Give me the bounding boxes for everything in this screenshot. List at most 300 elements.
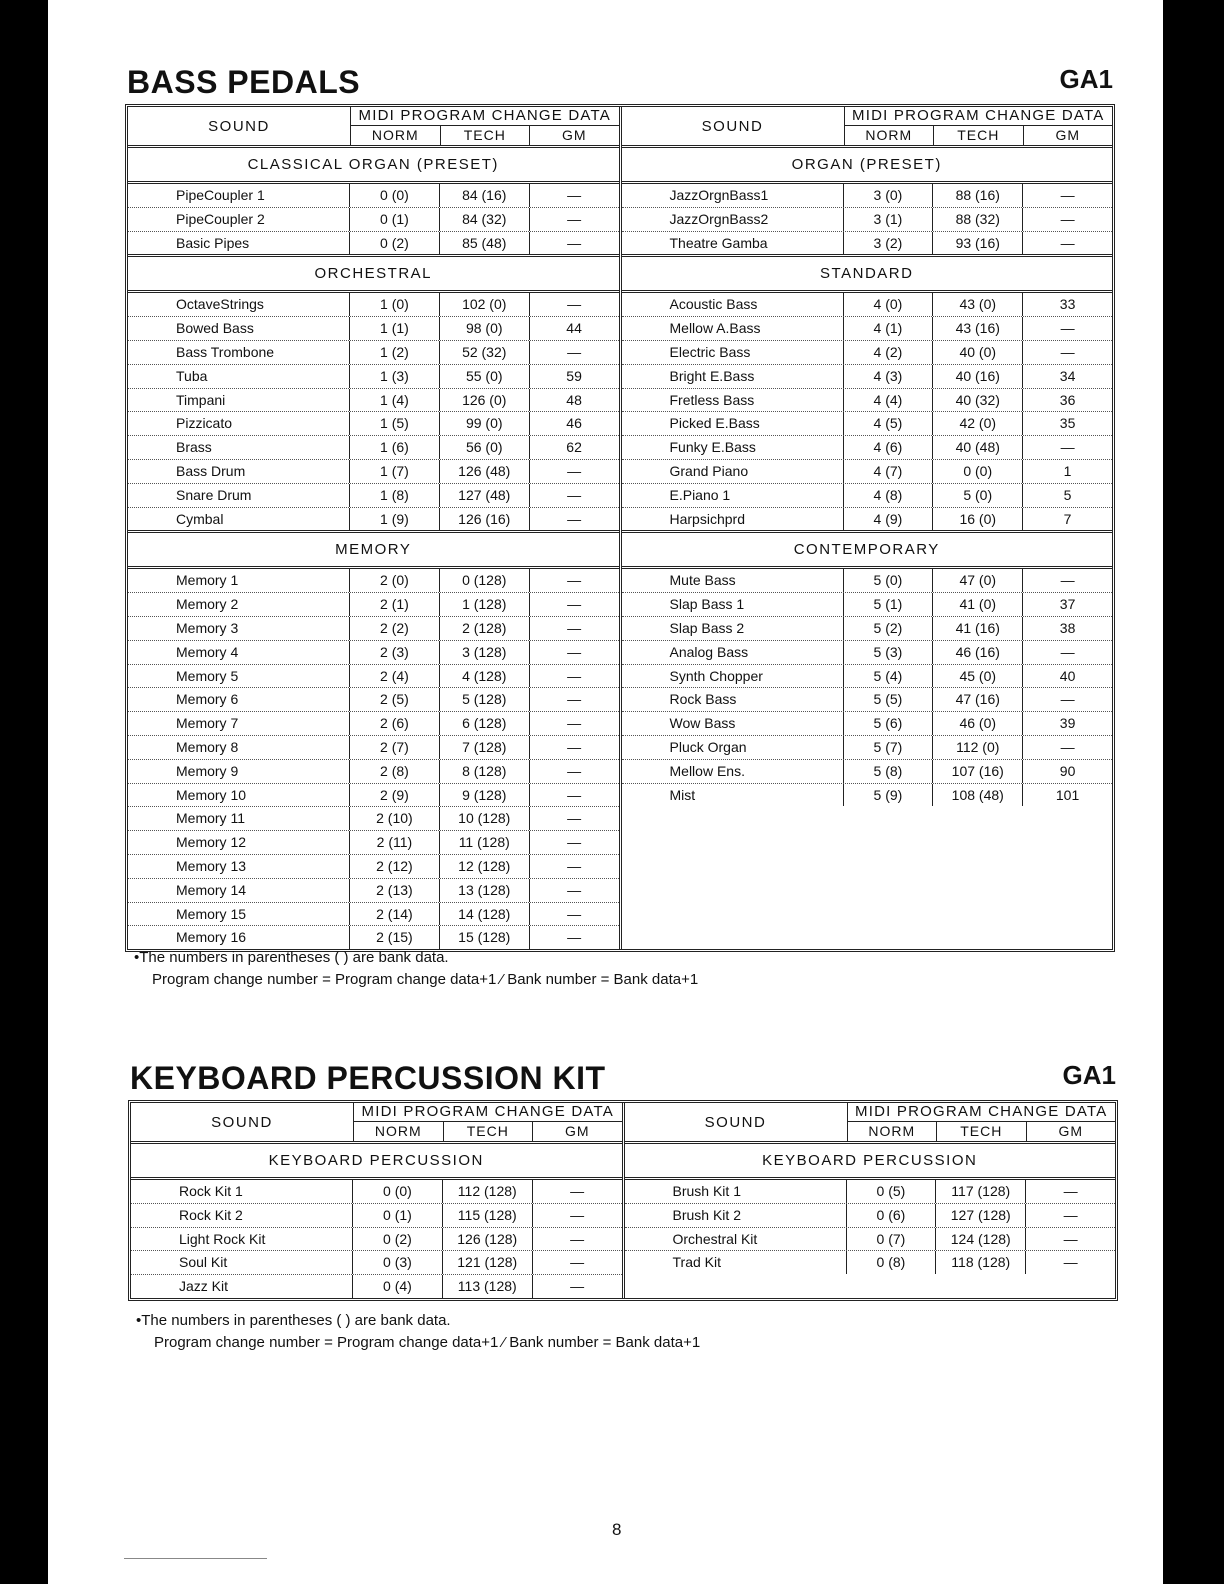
gm-cell: — bbox=[567, 762, 582, 779]
tech-cell: 85 (48) bbox=[440, 232, 530, 255]
gm-cell: 90 bbox=[1059, 762, 1076, 779]
page-number: 8 bbox=[612, 1520, 622, 1539]
norm-cell: 1 (0) bbox=[350, 293, 440, 316]
table-row bbox=[131, 1251, 622, 1275]
gm-cell: 46 bbox=[566, 415, 582, 432]
table-row bbox=[622, 232, 1113, 255]
table-row bbox=[622, 365, 1113, 389]
category-rows bbox=[128, 569, 619, 949]
norm-cell: 5 (5) bbox=[844, 688, 934, 711]
gm-cell: — bbox=[567, 572, 582, 589]
category-rows bbox=[128, 184, 619, 254]
gm-cell: — bbox=[570, 1278, 585, 1295]
norm-cell: 4 (5) bbox=[844, 412, 934, 435]
norm-cell: 4 (7) bbox=[844, 460, 934, 483]
gm-cell: 38 bbox=[1059, 619, 1076, 636]
table-row bbox=[128, 184, 619, 208]
tech-cell: 102 (0) bbox=[440, 293, 530, 316]
table-row bbox=[128, 760, 619, 784]
category-header: KEYBOARD PERCUSSION bbox=[625, 1144, 1116, 1180]
kit-table bbox=[128, 1100, 1118, 1301]
sound-name-cell: Light Rock Kit bbox=[131, 1228, 353, 1251]
norm-cell: 0 (6) bbox=[847, 1204, 937, 1227]
category-rows bbox=[622, 293, 1113, 530]
gm-cell: — bbox=[567, 210, 582, 227]
sound-name-cell: Bass Trombone bbox=[128, 341, 350, 364]
table-row bbox=[128, 412, 619, 436]
gm-cell: — bbox=[567, 881, 582, 898]
tech-cell: 47 (16) bbox=[933, 688, 1023, 711]
category-header: CONTEMPORARY bbox=[622, 530, 1113, 569]
tech-cell: 124 (128) bbox=[936, 1228, 1026, 1251]
tech-column-header: TECH bbox=[440, 126, 530, 145]
gm-cell: 44 bbox=[566, 320, 582, 337]
tech-cell: 41 (0) bbox=[933, 593, 1023, 616]
gm-cell: — bbox=[1060, 210, 1075, 227]
table-row bbox=[128, 807, 619, 831]
gm-cell: — bbox=[1060, 572, 1075, 589]
tech-cell: 8 (128) bbox=[440, 760, 530, 783]
gm-cell: 34 bbox=[1059, 367, 1076, 384]
sound-name-cell: Rock Kit 2 bbox=[131, 1204, 353, 1227]
gm-cell: — bbox=[567, 462, 582, 479]
gm-cell: — bbox=[567, 643, 582, 660]
sound-name-cell: Memory 12 bbox=[128, 831, 350, 854]
bass-note bbox=[134, 947, 698, 991]
gm-cell: — bbox=[567, 857, 582, 874]
sound-name-cell: Trad Kit bbox=[625, 1251, 847, 1274]
category-rows bbox=[128, 293, 619, 530]
gm-cell: — bbox=[1063, 1254, 1078, 1271]
sound-name-cell: Brass bbox=[128, 436, 350, 459]
table-row bbox=[622, 317, 1113, 341]
table-header bbox=[625, 1103, 1116, 1144]
table-row bbox=[622, 208, 1113, 232]
bottom-rule bbox=[124, 1558, 267, 1559]
norm-cell: 1 (8) bbox=[350, 484, 440, 507]
tech-cell: 4 (128) bbox=[440, 665, 530, 688]
sound-name-cell: Brush Kit 1 bbox=[625, 1180, 847, 1203]
norm-column-header: NORM bbox=[371, 127, 419, 143]
bass-pedals-title: BASS PEDALS bbox=[127, 64, 361, 100]
sound-name-cell: Pluck Organ bbox=[622, 736, 844, 759]
table-row bbox=[622, 436, 1113, 460]
table-row bbox=[128, 293, 619, 317]
category-header: MEMORY bbox=[128, 530, 619, 569]
table-row bbox=[622, 389, 1113, 413]
gm-cell: 36 bbox=[1059, 391, 1076, 408]
category-header: STANDARD bbox=[622, 254, 1113, 293]
norm-cell: 4 (6) bbox=[844, 436, 934, 459]
tech-cell: 113 (128) bbox=[443, 1275, 533, 1298]
table-row bbox=[622, 665, 1113, 689]
table-row bbox=[131, 1180, 622, 1204]
table-row bbox=[622, 484, 1113, 508]
norm-cell: 5 (8) bbox=[844, 760, 934, 783]
gm-cell: — bbox=[570, 1183, 585, 1199]
table-row bbox=[622, 760, 1113, 784]
norm-cell: 4 (2) bbox=[844, 341, 934, 364]
norm-cell: 0 (3) bbox=[353, 1251, 443, 1274]
gm-cell: — bbox=[567, 619, 582, 636]
table-row bbox=[128, 484, 619, 508]
sound-name-cell: Memory 8 bbox=[128, 736, 350, 759]
scan-border-left bbox=[0, 0, 48, 1584]
norm-cell: 2 (3) bbox=[350, 641, 440, 664]
category-header: ORCHESTRAL bbox=[128, 254, 619, 293]
table-row bbox=[128, 926, 619, 949]
sound-name-cell: Funky E.Bass bbox=[622, 436, 844, 459]
norm-cell: 5 (9) bbox=[844, 784, 934, 807]
table-row bbox=[622, 460, 1113, 484]
sound-column-header: SOUND bbox=[625, 1103, 848, 1141]
sound-column-header: SOUND bbox=[131, 1103, 354, 1141]
sound-name-cell: Memory 13 bbox=[128, 855, 350, 878]
norm-cell: 1 (1) bbox=[350, 317, 440, 340]
sound-name-cell: Tuba bbox=[128, 365, 350, 388]
tech-cell: 118 (128) bbox=[936, 1251, 1026, 1274]
sound-name-cell: Cymbal bbox=[128, 508, 350, 531]
tech-cell: 93 (16) bbox=[933, 232, 1023, 255]
gm-column-header: GM bbox=[1026, 1122, 1116, 1141]
tech-cell: 2 (128) bbox=[440, 617, 530, 640]
table-row bbox=[128, 617, 619, 641]
norm-column-header: NORM bbox=[374, 1123, 422, 1139]
gm-cell: — bbox=[570, 1206, 585, 1223]
norm-cell: 1 (9) bbox=[350, 508, 440, 531]
gm-cell: — bbox=[567, 667, 582, 684]
table-row bbox=[128, 365, 619, 389]
table-row bbox=[131, 1228, 622, 1252]
norm-cell: 2 (13) bbox=[350, 879, 440, 902]
norm-cell: 0 (2) bbox=[350, 232, 440, 255]
table-row bbox=[128, 712, 619, 736]
sound-name-cell: OctaveStrings bbox=[128, 293, 350, 316]
tech-cell: 98 (0) bbox=[440, 317, 530, 340]
norm-cell: 2 (1) bbox=[350, 593, 440, 616]
gm-cell: 1 bbox=[1063, 462, 1072, 479]
tech-cell: 42 (0) bbox=[933, 412, 1023, 435]
table-row bbox=[622, 736, 1113, 760]
norm-cell: 4 (3) bbox=[844, 365, 934, 388]
tech-cell: 5 (0) bbox=[933, 484, 1023, 507]
table-row bbox=[128, 688, 619, 712]
table-row bbox=[622, 569, 1113, 593]
midi-program-change-header: MIDI PROGRAM CHANGE DATA bbox=[354, 1103, 622, 1122]
tech-cell: 52 (32) bbox=[440, 341, 530, 364]
gm-cell: 101 bbox=[1055, 786, 1080, 803]
norm-cell: 0 (0) bbox=[353, 1180, 443, 1203]
sound-name-cell: Bass Drum bbox=[128, 460, 350, 483]
norm-cell: 1 (3) bbox=[350, 365, 440, 388]
table-row bbox=[622, 184, 1113, 208]
norm-cell: 1 (4) bbox=[350, 389, 440, 412]
norm-cell: 3 (2) bbox=[844, 232, 934, 255]
norm-cell: 5 (4) bbox=[844, 665, 934, 688]
sound-column-header: SOUND bbox=[622, 107, 845, 145]
sound-name-cell: Slap Bass 2 bbox=[622, 617, 844, 640]
tech-cell: 127 (128) bbox=[936, 1204, 1026, 1227]
table-row bbox=[625, 1204, 1116, 1228]
tech-cell: 9 (128) bbox=[440, 784, 530, 807]
norm-cell: 1 (2) bbox=[350, 341, 440, 364]
sound-name-cell: Mellow A.Bass bbox=[622, 317, 844, 340]
tech-cell: 126 (48) bbox=[440, 460, 530, 483]
table-row bbox=[622, 293, 1113, 317]
gm-cell: — bbox=[567, 810, 582, 827]
kit-section bbox=[128, 1060, 1118, 1301]
gm-cell: — bbox=[567, 929, 582, 946]
midi-subheaders bbox=[848, 1122, 1116, 1141]
sound-name-cell: Memory 2 bbox=[128, 593, 350, 616]
tech-cell: 43 (16) bbox=[933, 317, 1023, 340]
sound-name-cell: Orchestral Kit bbox=[625, 1228, 847, 1251]
table-row bbox=[625, 1180, 1116, 1204]
norm-cell: 2 (6) bbox=[350, 712, 440, 735]
norm-cell: 2 (14) bbox=[350, 903, 440, 926]
gm-cell: — bbox=[567, 786, 582, 803]
bass-pedals-table bbox=[125, 104, 1115, 952]
table-row bbox=[622, 617, 1113, 641]
sound-name-cell: Grand Piano bbox=[622, 460, 844, 483]
sound-name-cell: JazzOrgnBass2 bbox=[622, 208, 844, 231]
gm-cell: — bbox=[570, 1254, 585, 1271]
table-row bbox=[128, 317, 619, 341]
category-rows bbox=[622, 184, 1113, 254]
table-row bbox=[128, 831, 619, 855]
table-row bbox=[625, 1251, 1116, 1274]
tech-cell: 46 (0) bbox=[933, 712, 1023, 735]
sound-name-cell: Theatre Gamba bbox=[622, 232, 844, 255]
table-row bbox=[622, 712, 1113, 736]
sound-name-cell: Acoustic Bass bbox=[622, 293, 844, 316]
gm-cell: — bbox=[567, 296, 582, 313]
tech-cell: 1 (128) bbox=[440, 593, 530, 616]
table-row bbox=[128, 460, 619, 484]
sound-name-cell: Rock Bass bbox=[622, 688, 844, 711]
tech-cell: 41 (16) bbox=[933, 617, 1023, 640]
tech-cell: 127 (48) bbox=[440, 484, 530, 507]
norm-cell: 0 (1) bbox=[353, 1204, 443, 1227]
scan-border-right bbox=[1163, 0, 1224, 1584]
gm-cell: — bbox=[567, 691, 582, 708]
category-rows bbox=[131, 1180, 622, 1298]
tech-cell: 99 (0) bbox=[440, 412, 530, 435]
sound-name-cell: Harpsichprd bbox=[622, 508, 844, 531]
category-header: ORGAN (PRESET) bbox=[622, 148, 1113, 184]
norm-cell: 0 (5) bbox=[847, 1180, 937, 1203]
norm-cell: 2 (2) bbox=[350, 617, 440, 640]
sound-name-cell: Picked E.Bass bbox=[622, 412, 844, 435]
tech-cell: 84 (32) bbox=[440, 208, 530, 231]
norm-cell: 1 (7) bbox=[350, 460, 440, 483]
bass-note-line1: •The numbers in parentheses ( ) are bank data. bbox=[134, 949, 449, 966]
sound-name-cell: Mute Bass bbox=[622, 569, 844, 592]
gm-cell: — bbox=[567, 834, 582, 851]
tech-cell: 0 (0) bbox=[933, 460, 1023, 483]
gm-cell: 48 bbox=[566, 391, 582, 408]
table-row bbox=[622, 784, 1113, 807]
gm-column-header: GM bbox=[529, 126, 619, 145]
norm-cell: 0 (8) bbox=[847, 1251, 937, 1274]
bass-table-left bbox=[128, 107, 622, 949]
norm-cell: 4 (1) bbox=[844, 317, 934, 340]
tech-cell: 84 (16) bbox=[440, 184, 530, 207]
tech-cell: 11 (128) bbox=[440, 831, 530, 854]
gm-cell: — bbox=[567, 738, 582, 755]
table-row bbox=[622, 341, 1113, 365]
tech-cell: 88 (32) bbox=[933, 208, 1023, 231]
sound-name-cell: Snare Drum bbox=[128, 484, 350, 507]
gm-cell: 35 bbox=[1059, 415, 1076, 432]
table-row bbox=[622, 412, 1113, 436]
norm-cell: 2 (7) bbox=[350, 736, 440, 759]
kit-note bbox=[136, 1310, 700, 1354]
sound-name-cell: Memory 6 bbox=[128, 688, 350, 711]
empty-fill bbox=[622, 806, 1113, 949]
table-row bbox=[131, 1204, 622, 1228]
tech-cell: 55 (0) bbox=[440, 365, 530, 388]
table-header bbox=[622, 107, 1113, 148]
norm-cell: 4 (4) bbox=[844, 389, 934, 412]
sound-name-cell: Memory 7 bbox=[128, 712, 350, 735]
sound-name-cell: Mellow Ens. bbox=[622, 760, 844, 783]
norm-cell: 2 (12) bbox=[350, 855, 440, 878]
sound-name-cell: Slap Bass 1 bbox=[622, 593, 844, 616]
table-row bbox=[622, 593, 1113, 617]
norm-cell: 0 (7) bbox=[847, 1228, 937, 1251]
sound-name-cell: Memory 5 bbox=[128, 665, 350, 688]
gm-cell: — bbox=[567, 486, 582, 503]
norm-cell: 2 (9) bbox=[350, 784, 440, 807]
tech-cell: 40 (32) bbox=[933, 389, 1023, 412]
midi-program-change-header: MIDI PROGRAM CHANGE DATA bbox=[351, 107, 619, 126]
kit-table-right bbox=[625, 1103, 1116, 1298]
norm-cell: 2 (10) bbox=[350, 807, 440, 830]
tech-cell: 0 (128) bbox=[440, 569, 530, 592]
sound-name-cell: Brush Kit 2 bbox=[625, 1204, 847, 1227]
sound-name-cell: JazzOrgnBass1 bbox=[622, 184, 844, 207]
sound-name-cell: Memory 15 bbox=[128, 903, 350, 926]
tech-cell: 13 (128) bbox=[440, 879, 530, 902]
norm-cell: 5 (6) bbox=[844, 712, 934, 735]
tech-cell: 15 (128) bbox=[440, 926, 530, 949]
gm-cell: — bbox=[1063, 1206, 1078, 1223]
tech-cell: 10 (128) bbox=[440, 807, 530, 830]
sound-name-cell: Fretless Bass bbox=[622, 389, 844, 412]
sound-name-cell: Mist bbox=[622, 784, 844, 807]
gm-cell: — bbox=[567, 187, 582, 203]
bass-table-right bbox=[622, 107, 1113, 949]
sound-name-cell: Soul Kit bbox=[131, 1251, 353, 1274]
tech-column-header: TECH bbox=[936, 1122, 1026, 1141]
midi-program-change-header: MIDI PROGRAM CHANGE DATA bbox=[845, 107, 1113, 126]
norm-cell: 2 (5) bbox=[350, 688, 440, 711]
table-row bbox=[622, 688, 1113, 712]
sound-name-cell: PipeCoupler 2 bbox=[128, 208, 350, 231]
empty-fill bbox=[625, 1274, 1116, 1298]
sound-name-cell: Memory 10 bbox=[128, 784, 350, 807]
table-row bbox=[128, 879, 619, 903]
norm-cell: 0 (2) bbox=[353, 1228, 443, 1251]
tech-cell: 46 (16) bbox=[933, 641, 1023, 664]
table-row bbox=[128, 903, 619, 927]
tech-cell: 12 (128) bbox=[440, 855, 530, 878]
sound-name-cell: PipeCoupler 1 bbox=[128, 184, 350, 207]
gm-cell: — bbox=[1060, 643, 1075, 660]
gm-cell: — bbox=[1060, 320, 1075, 337]
norm-cell: 0 (1) bbox=[350, 208, 440, 231]
tech-cell: 40 (16) bbox=[933, 365, 1023, 388]
category-rows bbox=[625, 1180, 1116, 1274]
table-row bbox=[128, 436, 619, 460]
sound-name-cell: Timpani bbox=[128, 389, 350, 412]
table-row bbox=[622, 641, 1113, 665]
norm-cell: 2 (11) bbox=[350, 831, 440, 854]
gm-cell: 5 bbox=[1063, 486, 1072, 503]
sound-name-cell: Memory 1 bbox=[128, 569, 350, 592]
gm-cell: — bbox=[1063, 1183, 1078, 1199]
sound-name-cell: Wow Bass bbox=[622, 712, 844, 735]
table-row bbox=[625, 1228, 1116, 1252]
sound-column-header: SOUND bbox=[128, 107, 351, 145]
norm-cell: 4 (8) bbox=[844, 484, 934, 507]
sound-name-cell: Analog Bass bbox=[622, 641, 844, 664]
midi-header-group bbox=[354, 1103, 622, 1141]
gm-cell: — bbox=[1063, 1230, 1078, 1247]
midi-header-group bbox=[848, 1103, 1116, 1141]
tech-cell: 5 (128) bbox=[440, 688, 530, 711]
sound-name-cell: Bowed Bass bbox=[128, 317, 350, 340]
tech-cell: 40 (48) bbox=[933, 436, 1023, 459]
tech-column-header: TECH bbox=[443, 1122, 533, 1141]
norm-cell: 5 (7) bbox=[844, 736, 934, 759]
norm-cell: 5 (2) bbox=[844, 617, 934, 640]
gm-cell: — bbox=[567, 596, 582, 613]
midi-header-group bbox=[845, 107, 1113, 145]
table-row bbox=[128, 508, 619, 531]
table-row bbox=[128, 593, 619, 617]
kit-table-left bbox=[131, 1103, 625, 1298]
sound-name-cell: Rock Kit 1 bbox=[131, 1180, 353, 1203]
tech-cell: 16 (0) bbox=[933, 508, 1023, 531]
gm-cell: — bbox=[1060, 343, 1075, 360]
tech-cell: 107 (16) bbox=[933, 760, 1023, 783]
category-header: KEYBOARD PERCUSSION bbox=[131, 1144, 622, 1180]
tech-cell: 126 (0) bbox=[440, 389, 530, 412]
kit-note-line2: Program change number = Program change data+1 ⁄ Bank number = Bank data+1 bbox=[154, 1334, 701, 1351]
sound-name-cell: Memory 9 bbox=[128, 760, 350, 783]
gm-cell: — bbox=[567, 905, 582, 922]
norm-cell: 2 (0) bbox=[350, 569, 440, 592]
gm-cell: 33 bbox=[1059, 296, 1076, 313]
sound-name-cell: Memory 4 bbox=[128, 641, 350, 664]
norm-cell: 0 (0) bbox=[350, 184, 440, 207]
category-header: CLASSICAL ORGAN (PRESET) bbox=[128, 148, 619, 184]
gm-cell: — bbox=[1060, 738, 1075, 755]
table-header bbox=[128, 107, 619, 148]
tech-cell: 3 (128) bbox=[440, 641, 530, 664]
norm-cell: 5 (3) bbox=[844, 641, 934, 664]
sound-name-cell: E.Piano 1 bbox=[622, 484, 844, 507]
midi-subheaders bbox=[354, 1122, 622, 1141]
gm-cell: — bbox=[1060, 691, 1075, 708]
tech-cell: 56 (0) bbox=[440, 436, 530, 459]
sound-name-cell: Basic Pipes bbox=[128, 232, 350, 255]
kit-note-line1: •The numbers in parentheses ( ) are bank data. bbox=[136, 1312, 451, 1329]
gm-cell: — bbox=[570, 1230, 585, 1247]
tech-cell: 121 (128) bbox=[443, 1251, 533, 1274]
